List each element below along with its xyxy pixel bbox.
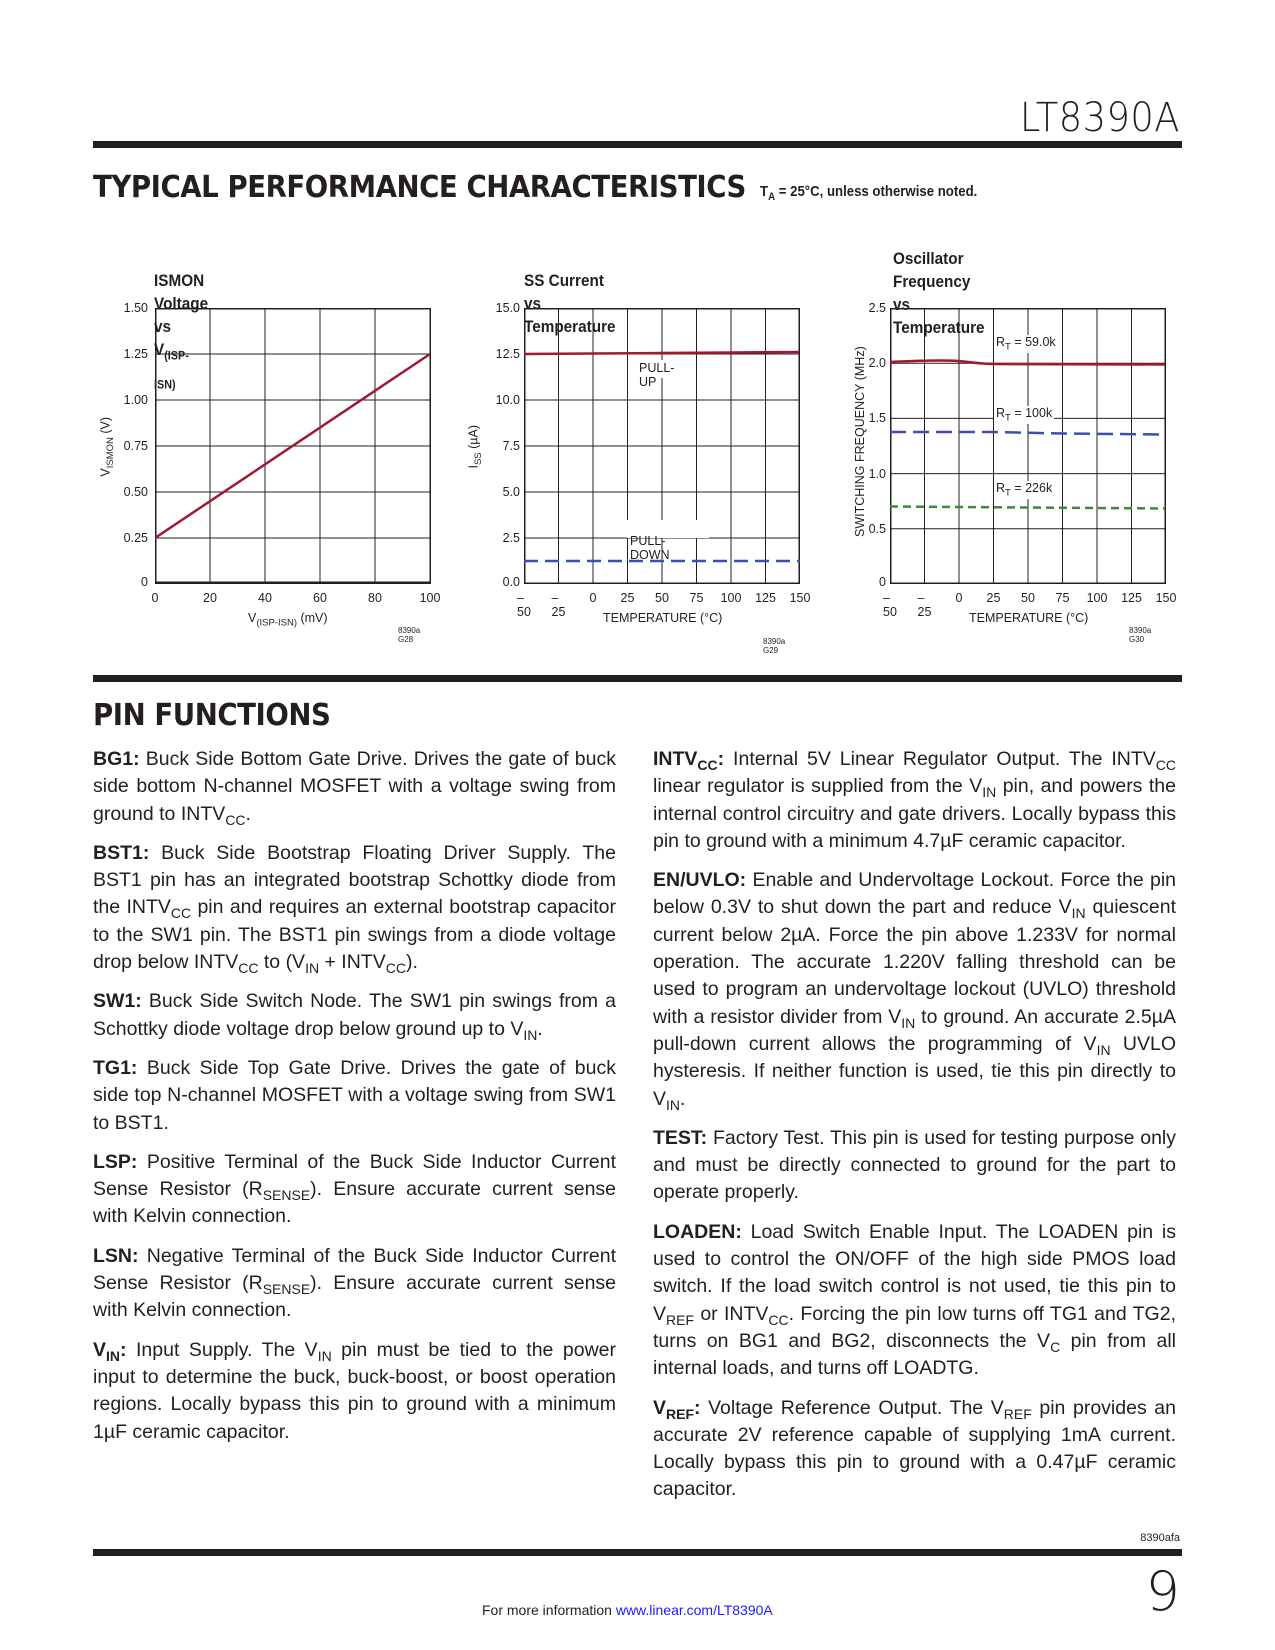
xtick: 50 [1021,591,1035,605]
ytick: 1.50 [123,301,148,315]
chart-plot-ismon [155,308,431,584]
pin-name: TG1: [93,1056,138,1079]
r-sub: T [1005,412,1011,424]
rt59k-label [994,335,1058,353]
rt100k-label [994,406,1054,424]
pin-text: Voltage Reference Output. The $V_{REF}$ pin provides an accurate 2V reference capable of supplying 1mA current. Locally bypass this pin to ground with a 0.47µF ceramic capacitor. [653,1396,1176,1501]
ytick: 0.5 [868,522,886,536]
chart-title: SS Current vs Temperature [524,271,616,336]
xl-sub: (ISP-ISN) [256,617,297,629]
ytick: 10.0 [495,393,520,407]
xtick: 0 [589,591,597,605]
pin-functions-left-column [93,746,616,1458]
xtick: 150 [1155,591,1177,605]
pin-functions-rule [93,675,1182,682]
pin-description [93,746,616,828]
pin-text: Buck Side Top Gate Drive. Drives the gate of buck side top N-channel MOSFET with a voltage swing from SW1 to BST1. [93,1056,616,1134]
yl-main: I [466,465,481,469]
part-number: LT8390A [1020,95,1180,141]
footer-rule [93,1549,1182,1556]
r: R [996,406,1006,420]
yl-sub: SS [472,452,484,466]
pin-name: BG1: [93,748,140,770]
section-title-tpc: TYPICAL PERFORMANCE CHARACTERISTICS [93,170,746,205]
y-axis-label: SWITCHING FREQUENCY (MHz) [853,346,867,537]
r: R [996,481,1006,495]
xtick: 0 [151,591,159,605]
ytick: 7.5 [502,439,520,453]
rt226k-label [994,481,1054,499]
rt226k-line [890,507,1165,509]
ytick: 1.5 [868,411,886,425]
ytick: 2.5 [502,531,520,545]
pin-text: Positive Terminal of the Buck Side Inductor Current Sense Resistor $(R_{SENSE})$. Ensure accurate current sense with Kelvin connection. [93,1150,617,1228]
r-val: = 100k [1010,406,1053,420]
xtick: 75 [689,591,704,605]
pin-description [93,840,616,976]
ytick: 12.5 [495,347,520,361]
graph-code: 8390a G28 [398,626,421,644]
xtick: 40 [258,591,272,605]
r-sub: T [1005,487,1011,499]
xtick: –50 [883,591,897,619]
pin-description [653,1395,1176,1504]
footer-info-text: For more information [482,1602,616,1618]
xl-main: V [248,611,257,625]
xl-rest: (mV) [296,611,328,625]
xtick: –25 [917,591,932,619]
pin-description [93,1243,616,1325]
ytick: 2.0 [868,356,886,370]
pin-description [653,746,1176,855]
xtick: 75 [1055,591,1070,605]
doc-code: 8390afa [1140,1532,1180,1544]
pin-description [653,1219,1176,1383]
graph-code: 8390a G29 [763,637,786,655]
footer-info [482,1602,773,1618]
xtick: –25 [551,591,566,619]
xtick: 20 [203,591,217,605]
pin-text: Buck Side Bottom Gate Drive. Drives the gate of buck side bottom N-channel MOSFET with a voltage swing from ground to $INTV_{CC}$. [93,748,616,828]
y-axis-label [98,387,116,507]
pin-text: Internal 5V Linear Regulator Output. The $INTV_{CC}$ linear regulator is supplied from the $V_{IN}$ pin, and powers the internal control circuitry and gate drivers. Locally bypass this pin to ground with a minimum 4.7µF ceramic capacitor. [653,748,1176,852]
xtick: 80 [368,591,382,605]
graph-code: 8390a G30 [1129,626,1152,644]
ytick: 1.25 [123,347,148,361]
pin-text: Load Switch Enable Input. The LOADEN pin is used to control the ON/OFF of the high side PMOS load switch. If the load switch control is not used, tie this pin to $V_{REF}$ or $INTV_{CC}$. Forcing the pin low turns off TG1 and TG2, turns on BG1 and BG2, disconnects the $V_C$ pin from all internal loads, and turns off LOADTG. [653,1220,1176,1380]
pullup-label: PULL-UP [639,361,675,389]
website-link[interactable]: www.linear.com/LT8390A [615,1602,773,1618]
cond-t: T [760,183,769,200]
yl-rest: (V) [98,416,113,438]
xtick: 25 [620,591,635,605]
header-rule [93,141,1182,148]
cond-rest: = 25°C, unless otherwise noted. [775,183,978,200]
pin-name: $INTV_{CC}$: [653,748,725,773]
r-val: = 226k [1010,481,1053,495]
ytick: 0.50 [123,485,148,499]
conditions-note [760,183,977,203]
xtick: 150 [789,591,811,605]
ytick: 1.0 [868,467,886,481]
ytick: 0 [141,575,148,589]
title-main: ISMON Voltage vs V [154,271,209,359]
ytick: 0.75 [123,439,148,453]
pin-description [93,988,616,1043]
title-sub: (ISP-ISN) [154,348,189,392]
x-axis-label: TEMPERATURE (°C) [969,611,1089,625]
pin-text: Input Supply. The $V_{IN}$ pin must be tied to the power input to determine the buck, buck-boost, or boost operation regions. Locally bypass this pin to ground with a minimum 1µF ceramic capacitor. [93,1338,616,1443]
r-sub: T [1005,341,1011,353]
xtick: 25 [986,591,1001,605]
y-axis-label [466,392,484,502]
title-line2: vs Temperature [893,295,985,337]
xtick: –50 [517,591,531,619]
xtick: 125 [1121,591,1142,605]
section-title-pin-functions: PIN FUNCTIONS [93,698,331,733]
xtick: 100 [1086,591,1108,605]
x-axis-label: TEMPERATURE (°C) [603,611,723,625]
pin-name: $V_{REF}$: [653,1396,701,1422]
pin-name: LSN: [93,1244,139,1267]
xtick: 100 [419,591,441,605]
pin-text: Buck Side Switch Node. The SW1 pin swings from a Schottky diode voltage drop below ground up to $V_{IN}$. [93,990,616,1043]
cond-sub: A [768,191,776,203]
pin-description [93,1149,616,1231]
pin-name: BST1: [93,841,150,864]
ytick: 2.5 [868,301,886,315]
r-val: = 59.0k [1010,335,1056,349]
pin-name: EN/UVLO: [653,869,747,892]
x-axis-label [248,611,328,629]
yl-rest: (µA) [466,425,481,453]
ytick: 1.00 [123,393,148,407]
pin-description [653,867,1176,1113]
xtick: 0 [955,591,963,605]
pin-name: $V_{IN}$: [93,1338,127,1364]
pin-name: LSP: [93,1150,138,1173]
xtick: 100 [720,591,742,605]
yl-main: V [98,468,113,477]
title-line1: Oscillator Frequency [893,249,971,291]
r: R [996,335,1006,349]
ytick: 0.25 [123,531,148,545]
pin-description [93,1337,616,1446]
xtick: 125 [755,591,776,605]
pin-name: SW1: [93,990,142,1013]
pin-text: Enable and Undervoltage Lockout. Force the pin below 0.3V to shut down the part and reduce $V_{IN}$ quiescent current below 2µA. Force the pin above 1.233V for normal operation. The accurate 1.220V falling threshold can be used to program an undervoltage lockout (UVLO) threshold with a resistor divider from $V_{IN}$ to ground. An accurate 2.5µA pull-down current allows the programming of $V_{IN}$ UVLO hysteresis. If neither function is used, tie this pin directly to $V_{IN}$. [653,869,1176,1113]
ytick: 15.0 [495,301,520,315]
xtick: 60 [313,591,327,605]
pin-functions-right-column [653,746,1176,1516]
xtick: 50 [655,591,669,605]
ytick: 5.0 [502,485,520,499]
ytick: 0.0 [502,575,520,589]
page-number: 9 [1145,1560,1180,1623]
pin-description [653,1125,1176,1207]
yl-sub: ISMON [104,437,116,469]
pin-text: Factory Test. This pin is used for testing purpose only and must be directly connected to ground for the part to operate properly. [653,1126,1176,1204]
pin-description [93,1055,616,1137]
pin-name: LOADEN: [653,1220,742,1243]
pin-text: Negative Terminal of the Buck Side Inductor Current Sense Resistor $(R_{SENSE})$. Ensure accurate current sense with Kelvin connection. [93,1244,617,1322]
pin-name: TEST: [653,1126,708,1149]
pulldown-label: PULL-DOWN [630,534,670,562]
ytick: 0 [879,575,886,589]
pin-text: Buck Side Bootstrap Floating Driver Supply. The BST1 pin has an integrated bootstrap Schottky diode from the $INTV_{CC}$ pin and requires an external bootstrap capacitor to the SW1 pin. The BST1 pin swings from a diode voltage drop below $INTV_{CC}$ to ($V_{IN}$ + $INTV_{CC}$). [93,841,616,976]
